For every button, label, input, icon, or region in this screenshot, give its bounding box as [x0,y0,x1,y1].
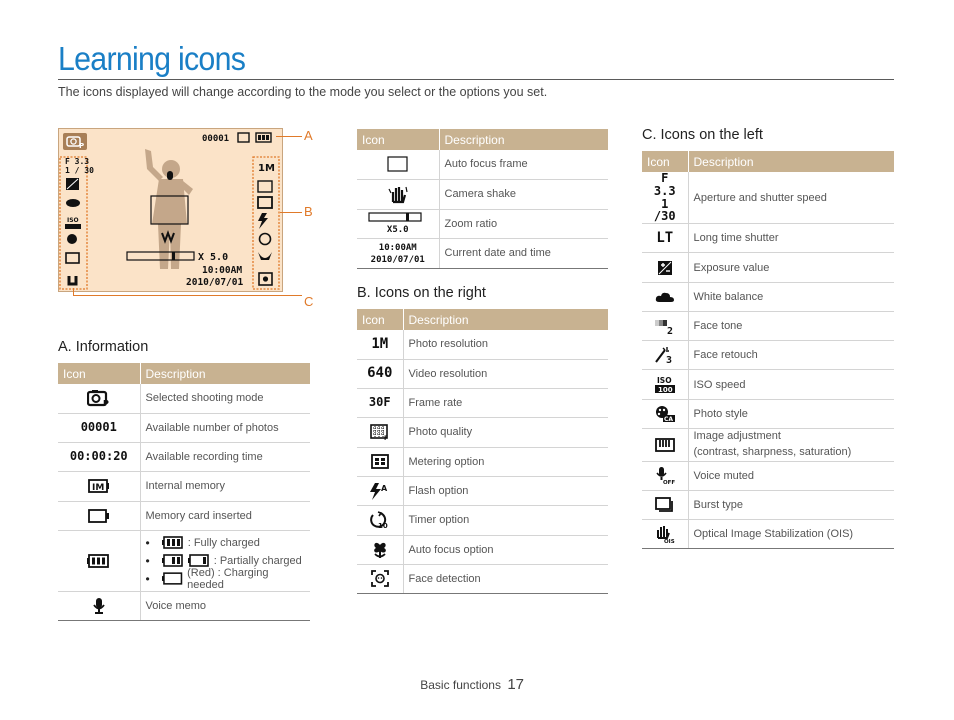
subject-silhouette-icon [145,149,193,269]
table-row [357,150,608,179]
table-row [58,471,310,501]
section-c-table [642,151,894,549]
row-description: Frame rate [403,388,608,417]
row-description: Photo quality [403,417,608,447]
burst-icon [66,253,79,263]
iso-icon [642,370,688,400]
table-row [357,505,608,535]
ois-icon [642,520,688,549]
svg-text:10: 10 [377,522,388,529]
svg-text:CA: CA [663,416,673,424]
metering-icon [357,447,403,476]
internal-memory-icon [58,471,140,501]
row-description: Optical Image Stabilization (OIS) [688,520,894,549]
row-description: Auto focus option [403,535,608,564]
row-description: Long time shutter [688,224,894,253]
callout-b: B [304,204,313,219]
battery-empty-label: (Red) : Charging needed [187,566,269,591]
svg-text:100: 100 [657,385,673,394]
svg-text:F: F [383,435,388,440]
af-option-icon [357,535,403,564]
svg-text:ISO: ISO [67,217,79,224]
description-col-header: Description [439,129,608,150]
face-retouch-icon [642,341,688,370]
photo-count-icon: 00001 [80,420,117,434]
timer-icon [260,234,271,245]
table-header [357,309,608,330]
row-description: Memory card inserted [140,501,310,530]
page-subtitle: The icons displayed will change according to the mode you select or the options you set. [58,85,548,99]
table-row [642,370,894,400]
preview-shutter: 1 / 30 [65,166,94,175]
table-row [642,520,894,549]
preview-date: 2010/07/01 [186,277,244,288]
flash-icon [357,476,403,505]
af-frame-icon [357,150,439,179]
svg-text:P: P [79,142,85,150]
voice-memo-icon [58,591,140,620]
description-col-header: Description [140,363,310,384]
long-shutter-icon: LT [656,229,674,246]
svg-text:A: A [380,483,387,493]
row-description: White balance [688,283,894,312]
table-row [357,330,608,359]
photo-style-icon [642,400,688,429]
photo-style-icon [67,234,77,244]
image-adjustment-icon [642,429,688,462]
battery-partial-label: : Partially charged [213,554,302,567]
callout-a: A [304,128,313,143]
memory-icon [238,133,249,142]
icon-col-header: Icon [58,363,140,384]
row-description: Flash option [403,476,608,505]
table-row [642,429,894,462]
preview-aperture: F 3.3 [65,157,90,166]
face-detection-icon [357,564,403,593]
row-description: Timer option [403,505,608,535]
row-description: Auto focus frame [439,150,608,179]
table-row [58,442,310,471]
top-middle-table [357,129,608,269]
recording-time-icon: 00:00:20 [69,449,128,463]
memory-card-icon [58,501,140,530]
row-description-detail: (contrast, sharpness, saturation) [693,446,852,459]
preview-zoom: X 5.0 [198,252,229,263]
table-row [357,179,608,209]
table-row [58,501,310,530]
row-description: Current date and time [439,238,608,268]
section-b-table [357,309,608,594]
table-row [642,283,894,312]
table-header [357,129,608,150]
row-description: Face detection [403,564,608,593]
white-balance-icon [642,283,688,312]
icon-col-header: Icon [357,309,403,330]
table-header [58,363,310,384]
table-row [357,564,608,593]
preview-count: 00001 [202,134,230,144]
callout-a-line [276,136,302,137]
icon-col-header: Icon [642,151,688,172]
battery-full-label: : Fully charged [187,536,260,549]
table-row [58,413,310,442]
preview-time: 10:00AM [202,265,243,276]
exposure-icon [642,253,688,283]
ois-icon [69,276,76,284]
section-b-heading: B. Icons on the right [357,285,486,301]
row-description: Exposure value [688,253,894,283]
camera-mode-icon [58,384,140,413]
table-row [357,359,608,388]
table-row [642,172,894,224]
frame-rate-icon: 30F [368,395,391,409]
voice-muted-icon [642,462,688,491]
aperture-shutter-icon: F 3.3 1 /30 [642,172,688,224]
table-row [642,253,894,283]
table-row [58,530,310,591]
row-description: Available recording time [140,442,310,471]
title-rule [58,79,894,80]
zoom-ratio-icon: X5.0 [357,209,439,238]
page-footer [420,676,524,693]
metering-icon [258,197,272,208]
row-description: Voice memo [140,591,310,620]
svg-text:ISO: ISO [656,375,672,385]
camera-mode-icon [63,133,87,150]
row-description: Metering option [403,447,608,476]
svg-text:IM: IM [91,483,105,493]
list-item: • : Fully charged [145,535,260,550]
table-row [357,476,608,505]
white-balance-icon [66,199,80,207]
flash-icon [258,213,268,229]
video-resolution-icon: 640 [367,365,393,382]
table-row [642,462,894,491]
row-description: Photo resolution [403,330,608,359]
table-row [58,384,310,413]
table-row [357,209,608,238]
description-col-header: Description [688,151,894,172]
table-row [58,591,310,620]
section-c-heading: C. Icons on the left [642,127,763,143]
svg-text:OFF: OFF [662,480,675,486]
row-description: Face tone [688,312,894,341]
table-row [642,224,894,253]
voice-memo-icon [167,171,173,180]
table-row [642,312,894,341]
face-tone-icon [642,312,688,341]
section-a-table [58,363,310,621]
photo-resolution-icon: 1M [371,335,389,352]
burst-icon [642,491,688,520]
row-description: Image adjustment [693,430,781,443]
callout-b-line [280,212,302,213]
table-header [642,151,894,172]
table-row [357,417,608,447]
description-col-header: Description [403,309,608,330]
row-description: Camera shake [439,179,608,209]
table-row [357,238,608,268]
row-description: Zoom ratio [439,209,608,238]
battery-icon [58,530,140,591]
camera-preview [58,128,283,292]
row-description: Photo style [688,400,894,429]
svg-text:1M: 1M [258,163,275,174]
section-a-heading: A. Information [58,339,149,355]
page-title: Learning icons [58,40,246,77]
af-icon [258,252,272,260]
table-row [357,388,608,417]
svg-text:2: 2 [666,326,673,335]
icon-col-header: Icon [357,129,439,150]
table-row [642,491,894,520]
row-description: Selected shooting mode [140,384,310,413]
table-row [357,535,608,564]
callout-c: C [304,294,314,309]
row-description: Internal memory [140,471,310,501]
footer-section: Basic functions [420,678,501,692]
row-description: Face retouch [688,341,894,370]
row-description: Video resolution [403,359,608,388]
svg-text:3: 3 [665,355,672,365]
quality-icon [258,181,272,192]
date-time-icon: 10:00AM 2010/07/01 [357,238,439,268]
list-item: • (Red) : Charging needed [146,570,306,588]
list-item: • : Partially charged [145,553,302,568]
camera-shake-icon [357,179,439,209]
row-description: Aperture and shutter speed [688,172,894,224]
row-description: ISO speed [688,370,894,400]
page-number: 17 [507,676,524,693]
table-row [357,447,608,476]
photo-quality-icon [357,417,403,447]
row-description: Burst type [688,491,894,520]
table-row [642,341,894,370]
svg-text:P: P [102,399,109,408]
table-row [642,400,894,429]
callout-c-line [73,295,302,296]
row-description: Voice muted [688,462,894,491]
svg-text:OIS: OIS [663,539,675,545]
timer-icon [357,505,403,535]
row-description: Available number of photos [140,413,310,442]
